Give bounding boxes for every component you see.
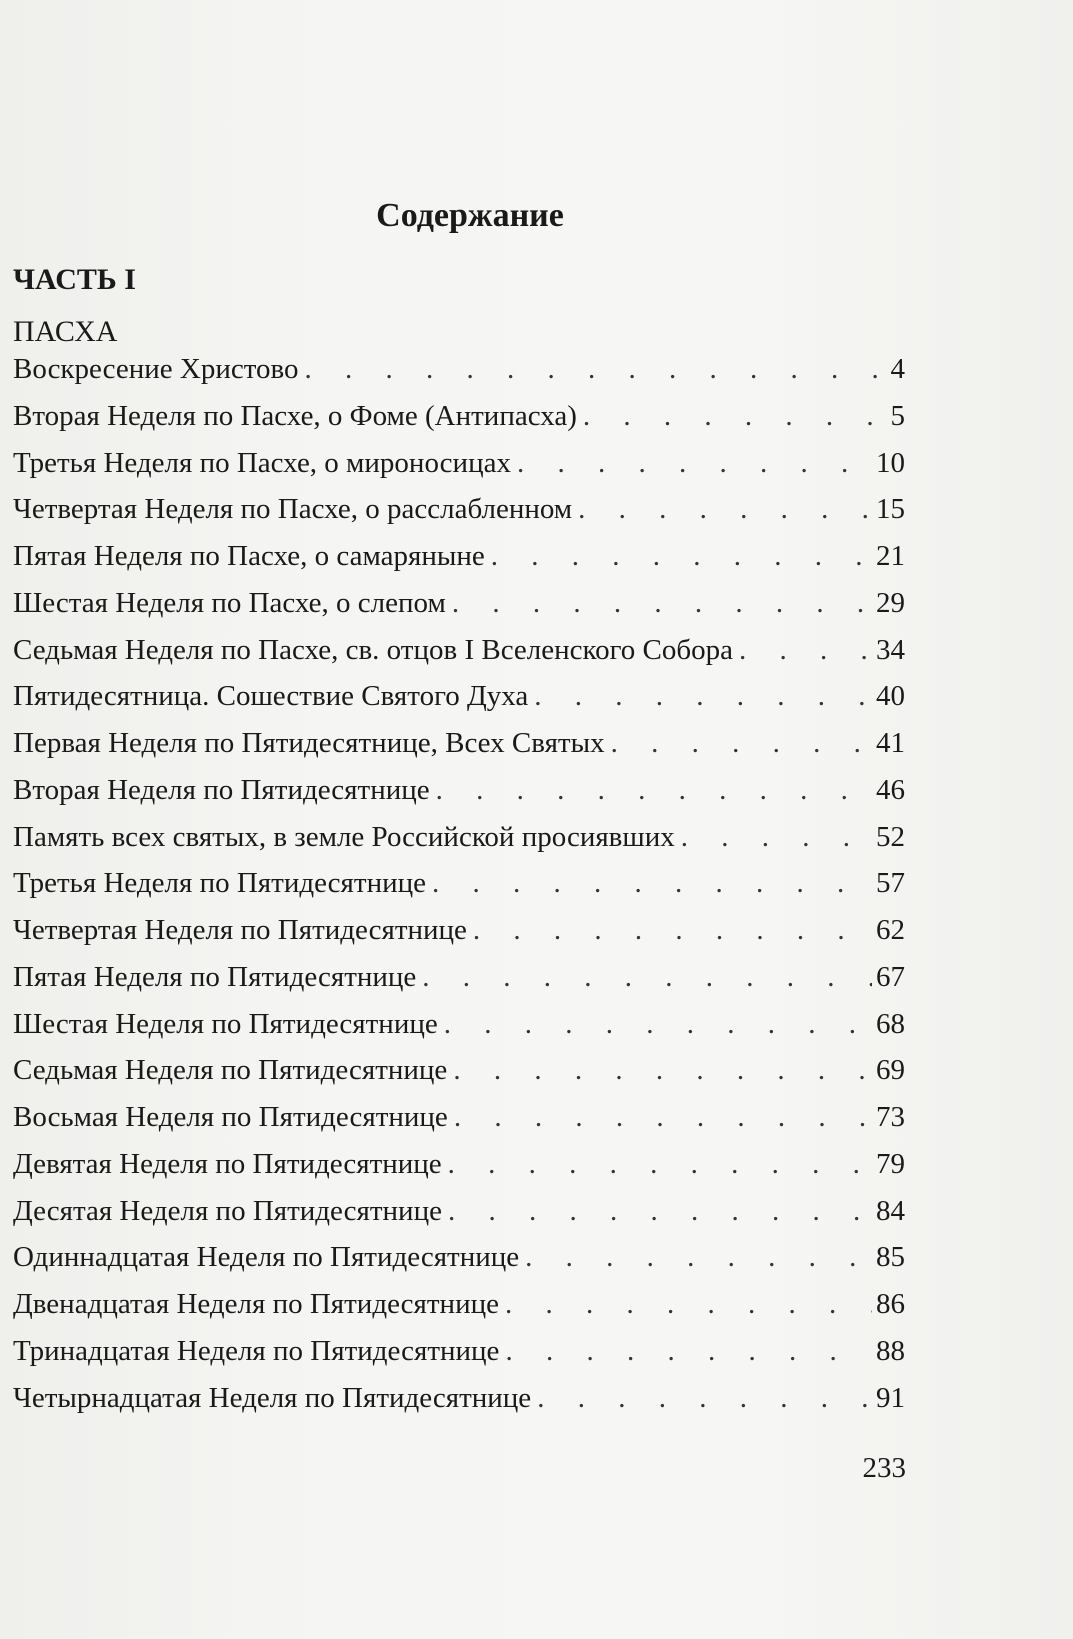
toc-entry-title: Пятидесятница. Сошествие Святого Духа xyxy=(13,680,529,713)
toc-entry xyxy=(13,393,905,440)
toc-entry xyxy=(13,580,905,627)
dot-leader xyxy=(511,440,872,486)
toc-entry xyxy=(13,1375,905,1422)
toc-entry-page: 46 xyxy=(876,773,905,806)
toc-entry-page: 67 xyxy=(876,960,905,993)
dot-leader xyxy=(605,720,872,766)
toc-entry-page: 86 xyxy=(876,1288,905,1320)
toc-entry-title: Четырнадцатая Неделя по Пятидесятнице xyxy=(13,1381,532,1414)
toc-entry xyxy=(13,1281,905,1328)
toc-entry-page: 88 xyxy=(876,1334,905,1367)
toc-entry-page: 85 xyxy=(876,1241,905,1274)
toc-entry-title: Третья Неделя по Пасхе, о мироносицах xyxy=(13,446,511,479)
toc-entry-title: Двенадцатая Неделя по Пятидесятнице xyxy=(13,1288,499,1320)
toc-entry-page: 34 xyxy=(876,633,905,666)
dot-leader xyxy=(485,533,872,579)
toc-entry-title: Вторая Неделя по Пасхе, о Фоме (Антипасха) xyxy=(13,399,577,432)
toc-entry-title: Первая Неделя по Пятидесятнице, Всех Святых xyxy=(13,727,605,759)
toc-entry-title: Пятая Неделя по Пятидесятнице xyxy=(13,960,417,993)
toc-entry-page: 5 xyxy=(890,399,905,432)
toc-entry-page: 79 xyxy=(876,1147,905,1180)
toc-entry-title: Пятая Неделя по Пасхе, о самаряныне xyxy=(13,540,485,572)
toc-entry-page: 21 xyxy=(876,540,905,572)
dot-leader xyxy=(448,1094,872,1140)
dot-leader xyxy=(430,767,872,813)
dot-leader xyxy=(675,814,872,860)
toc-entry xyxy=(13,907,905,954)
dot-leader xyxy=(528,673,872,719)
toc-entry-page: 15 xyxy=(876,493,905,526)
toc-entry-title: Десятая Неделя по Пятидесятнице xyxy=(13,1194,442,1227)
toc-entry-page: 4 xyxy=(890,353,905,385)
table-of-contents xyxy=(13,346,905,1421)
toc-entry xyxy=(13,346,905,393)
toc-entry xyxy=(13,1141,905,1188)
toc-entry-title: Память всех святых, в земле Российской просиявших xyxy=(13,820,675,853)
toc-entry-page: 69 xyxy=(876,1054,905,1087)
toc-entry-title: Тринадцатая Неделя по Пятидесятнице xyxy=(13,1334,500,1367)
toc-entry-title: Воскресение Христово xyxy=(13,353,299,385)
dot-leader xyxy=(299,346,887,392)
dot-leader xyxy=(499,1281,872,1327)
dot-leader xyxy=(438,1001,872,1047)
toc-entry-title: Вторая Неделя по Пятидесятнице xyxy=(13,773,430,806)
toc-entry-page: 52 xyxy=(876,820,905,853)
toc-entry xyxy=(13,1047,905,1094)
dot-leader xyxy=(572,486,872,532)
toc-entry xyxy=(13,533,905,580)
toc-entry xyxy=(13,860,905,907)
dot-leader xyxy=(499,1328,872,1374)
toc-entry-page: 41 xyxy=(876,727,905,759)
dot-leader xyxy=(577,393,887,439)
dot-leader xyxy=(442,1141,872,1187)
dot-leader xyxy=(442,1188,872,1234)
toc-entry-title: Четвертая Неделя по Пасхе, о расслабленном xyxy=(13,493,573,526)
toc-entry xyxy=(13,440,905,487)
toc-entry-page: 29 xyxy=(876,586,905,619)
page-number: 233 xyxy=(862,1452,906,1484)
toc-entry xyxy=(13,627,905,674)
toc-entry-page: 57 xyxy=(876,867,905,900)
dot-leader xyxy=(426,860,872,906)
toc-entry-title: Девятая Неделя по Пятидесятнице xyxy=(13,1147,442,1180)
toc-entry xyxy=(13,1094,905,1141)
toc-entry xyxy=(13,1188,905,1235)
toc-entry-title: Седьмая Неделя по Пасхе, св. отцов I Вселенского Собора xyxy=(13,633,734,666)
toc-entry-title: Четвертая Неделя по Пятидесятнице xyxy=(13,914,467,946)
toc-entry-title: Восьмая Неделя по Пятидесятнице xyxy=(13,1101,448,1133)
dot-leader xyxy=(467,907,872,953)
dot-leader xyxy=(447,1047,872,1093)
dot-leader xyxy=(733,627,872,673)
toc-entry-title: Третья Неделя по Пятидесятнице xyxy=(13,867,426,900)
toc-entry xyxy=(13,814,905,861)
toc-entry-title: Шестая Неделя по Пятидесятнице xyxy=(13,1007,438,1040)
toc-entry xyxy=(13,1001,905,1048)
dot-leader xyxy=(446,580,872,626)
toc-entry-page: 68 xyxy=(876,1007,905,1040)
toc-entry-page: 10 xyxy=(876,446,905,479)
toc-entry xyxy=(13,954,905,1001)
toc-entry-page: 91 xyxy=(876,1381,905,1414)
toc-entry xyxy=(13,767,905,814)
toc-entry-page: 40 xyxy=(876,680,905,713)
part-heading: ЧАСТЬ I xyxy=(13,263,136,296)
page-title: Содержание xyxy=(376,197,564,234)
toc-entry xyxy=(13,720,905,767)
toc-entry xyxy=(13,673,905,720)
dot-leader xyxy=(416,954,872,1000)
dot-leader xyxy=(519,1234,872,1280)
toc-entry-page: 73 xyxy=(876,1101,905,1133)
toc-entry xyxy=(13,1234,905,1281)
toc-entry xyxy=(13,486,905,533)
toc-entry-title: Шестая Неделя по Пасхе, о слепом xyxy=(13,586,446,619)
toc-entry-title: Одиннадцатая Неделя по Пятидесятнице xyxy=(13,1241,520,1274)
toc-entry-title: Седьмая Неделя по Пятидесятнице xyxy=(13,1054,448,1087)
toc-entry-page: 84 xyxy=(876,1194,905,1227)
dot-leader xyxy=(531,1375,872,1421)
toc-entry-page: 62 xyxy=(876,914,905,946)
section-heading: ПАСХА xyxy=(13,315,118,348)
toc-entry xyxy=(13,1328,905,1375)
